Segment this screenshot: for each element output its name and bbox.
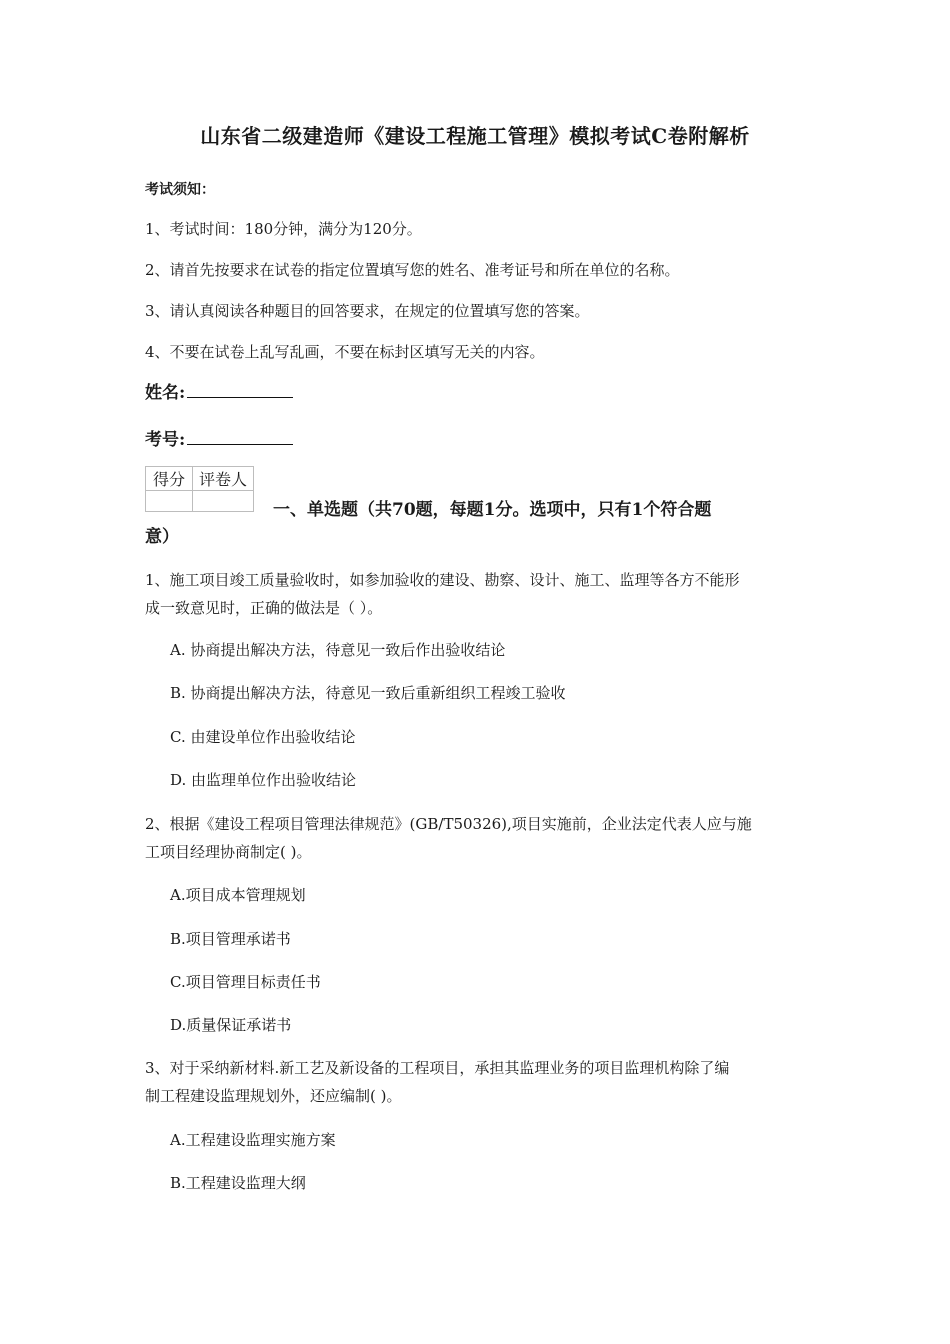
question-stem: 3、对于采纳新材料.新工艺及新设备的工程项目，承担其监理业务的项目监理机构除了编 [145, 1059, 730, 1077]
score-header: 得分 [146, 467, 193, 491]
name-label: 姓名: [145, 383, 186, 403]
option-c: C.项目管理目标责任书 [170, 973, 321, 991]
option-a: A.项目成本管理规划 [170, 886, 306, 904]
option-b: B.工程建设监理大纲 [170, 1174, 306, 1192]
notice-item: 1、考试时间：180分钟，满分为120分。 [145, 220, 422, 238]
exam-number-blank-line[interactable] [187, 430, 293, 445]
notice-heading: 考试须知： [145, 182, 215, 198]
exam-number-label: 考号: [145, 430, 186, 450]
option-a: A. 协商提出解决方法，待意见一致后作出验收结论 [170, 641, 506, 659]
notice-item: 3、请认真阅读各种题目的回答要求，在规定的位置填写您的答案。 [145, 302, 590, 320]
option-c: C. 由建设单位作出验收结论 [170, 728, 356, 746]
question-stem-continued: 成一致意见时，正确的做法是（ ）。 [145, 599, 383, 617]
option-d: D. 由监理单位作出验收结论 [170, 771, 357, 789]
question-stem: 2、根据《建设工程项目管理法律规范》(GB/T50326),项目实施前，企业法定代表人应与施 [145, 815, 752, 833]
name-field[interactable] [145, 378, 293, 403]
name-blank-line[interactable] [187, 383, 293, 398]
document-title: 山东省二级建造师《建设工程施工管理》模拟考试C卷附解析 [200, 124, 750, 148]
grader-cell[interactable] [193, 491, 254, 512]
exam-number-field[interactable] [145, 425, 293, 450]
notice-item: 4、不要在试卷上乱写乱画，不要在标封区填写无关的内容。 [145, 343, 545, 361]
section-heading: 一、单选题（共70题，每题1分。选项中，只有1个符合题 [273, 500, 712, 520]
option-b: B. 协商提出解决方法，待意见一致后重新组织工程竣工验收 [170, 684, 566, 702]
notice-item: 2、请首先按要求在试卷的指定位置填写您的姓名、准考证号和所在单位的名称。 [145, 261, 680, 279]
question-stem-continued: 制工程建设监理规划外，还应编制( )。 [145, 1087, 402, 1105]
score-cell[interactable] [146, 491, 193, 512]
option-d: D.质量保证承诺书 [170, 1016, 292, 1034]
question-stem-continued: 工项目经理协商制定( )。 [145, 843, 312, 861]
score-table [145, 466, 254, 512]
option-b: B.项目管理承诺书 [170, 930, 291, 948]
grader-header: 评卷人 [193, 467, 254, 491]
section-heading-continued: 意） [145, 527, 179, 547]
question-stem: 1、施工项目竣工质量验收时，如参加验收的建设、勘察、设计、施工、监理等各方不能形 [145, 571, 740, 589]
option-a: A.工程建设监理实施方案 [170, 1131, 336, 1149]
